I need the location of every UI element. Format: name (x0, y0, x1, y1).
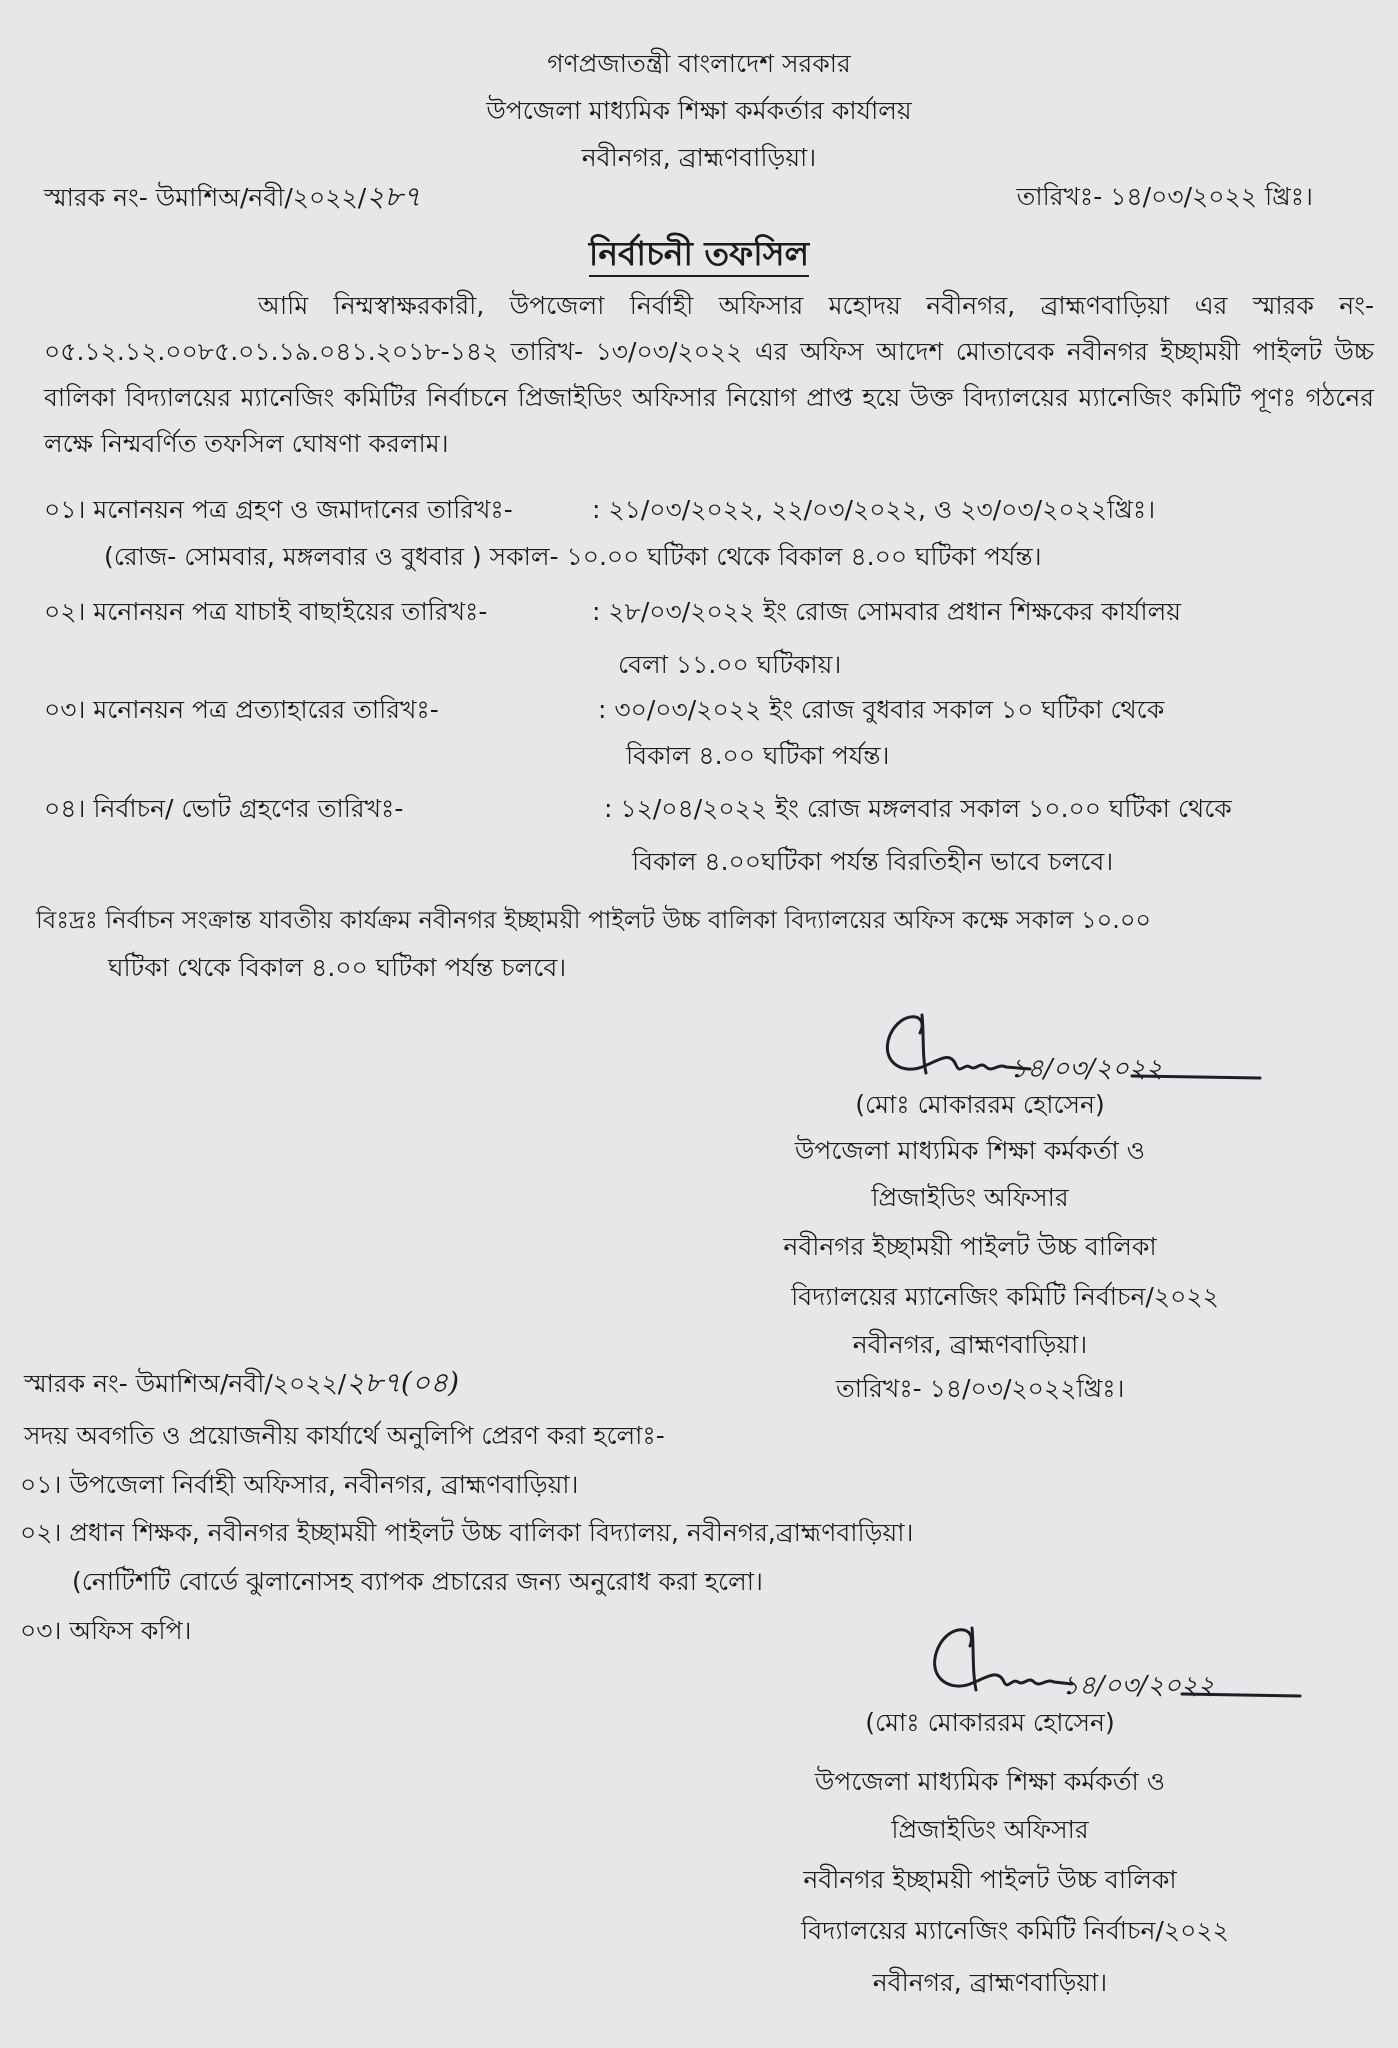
signature-1-designation-3: নবীনগর ইচ্ছাময়ী পাইলট উচ্চ বালিকা (783, 1232, 1157, 1261)
signature-2-date: ১৪/০৩/২০২২ (1062, 1671, 1215, 1701)
location-header-line: নবীনগর, ব্রাহ্মণবাড়িয়া। (581, 143, 817, 172)
signature-2-designation-3: নবীনগর ইচ্ছাময়ী পাইলট উচ্চ বালিকা (803, 1865, 1177, 1894)
signature-2-designation-5: নবীনগর, ব্রাহ্মণবাড়িয়া। (872, 1968, 1108, 1997)
signature-1-designation-2: প্রিজাইডিং অফিসার (871, 1183, 1069, 1212)
memo-number-label: স্মারক নং- উমাশিঅ/নবী/২০২২/ (44, 183, 367, 212)
intro-paragraph: আমি নিম্মস্বাক্ষরকারী, উপজেলা নির্বাহী অফিসার মহোদয় নবীনগর, ব্রাহ্মণবাড়িয়া এর স্মারক নং- ০৫.১২.১২.০০৮৫.০১.১৯.০৪১.২০১৮-১৪২ তারিখ- ১৩/০৩/২০২২ এর অফিস আদেশ মোতাবেক নবীনগর ইচ্ছাময়ী পাইলট উচ্চ বালিকা বিদ্যালয়ের ম্যানেজিং কমিটির নির্বাচনে প্রিজাইডিং অফিসার নিয়োগ প্রাপ্ত হয়ে উক্ত বিদ্যালয়ের ম্যানেজিং কমিটি পূণঃ গঠনের লক্ষে নিম্মবর্ণিত তফসিল ঘোষণা করলাম। (44, 291, 1374, 458)
signature-2-designation-2: প্রিজাইডিং অফিসার (891, 1815, 1089, 1844)
copy-memo-number (24, 1366, 459, 1401)
signature-1-designation-5: নবীনগর, ব্রাহ্মণবাড়িয়া। (852, 1330, 1088, 1359)
office-header-line: উপজেলা মাধ্যমিক শিক্ষা কর্মকর্তার কার্যালয় (486, 96, 912, 125)
page-title: নির্বাচনী তফসিল (0, 228, 1398, 284)
note-line-1: বিঃদ্রঃ নির্বাচন সংক্রান্ত যাবতীয় কার্যক্রম নবীনগর ইচ্ছাময়ী পাইলট উচ্চ বালিকা বিদ্যালয়ের অফিস কক্ষে সকাল ১০.০০ (36, 906, 1152, 934)
schedule-item-2-value2: বেলা ১১.০০ ঘটিকায়। (618, 650, 842, 679)
signature-2-designation-1: উপজেলা মাধ্যমিক শিক্ষা কর্মকর্তা ও (814, 1767, 1166, 1796)
signature-1-underline (1130, 1060, 1270, 1090)
schedule-item-3-label: ০৩। মনোনয়ন পত্র প্রত্যাহারের তারিখঃ- (44, 695, 439, 724)
schedule-item-1-note: (রোজ- সোমবার, মঙ্গলবার ও বুধবার ) সকাল- ১০.০০ ঘটিকা থেকে বিকাল ৪.০০ ঘটিকা পর্যন্ত। (104, 542, 1042, 571)
schedule-item-4-value: : ১২/০৪/২০২২ ইং রোজ মঙ্গলবার সকাল ১০.০০ ঘটিকা থেকে (604, 794, 1232, 823)
copy-memo-intro: সদয় অবগতি ও প্রয়োজনীয় কার্যার্থে অনুলিপি প্রেরণ করা হলোঃ- (24, 1421, 665, 1450)
copy-item-2: ০২। প্রধান শিক্ষক, নবীনগর ইচ্ছাময়ী পাইলট উচ্চ বালিকা বিদ্যালয়, নবীনগর,ব্রাহ্মণবাড়িয়া। (20, 1518, 914, 1547)
schedule-item-3-value2: বিকাল ৪.০০ ঘটিকা পর্যন্ত। (626, 741, 890, 770)
schedule-item-3-value: : ৩০/০৩/২০২২ ইং রোজ বুধবার সকাল ১০ ঘটিকা থেকে (598, 695, 1165, 724)
copy-item-3: ০৩। অফিস কপি। (20, 1616, 192, 1645)
schedule-item-1-value: : ২১/০৩/২০২২, ২২/০৩/২০২২, ও ২৩/০৩/২০২২খ্রিঃ। (592, 495, 1156, 524)
signature-1-name: (মোঃ মোকাররম হোসেন) (855, 1090, 1105, 1119)
govt-header-line: গণপ্রজাতন্ত্রী বাংলাদেশ সরকার (547, 49, 851, 78)
schedule-item-1-label: ০১। মনোনয়ন পত্র গ্রহণ ও জমাদানের তারিখঃ- (44, 495, 513, 524)
copy-memo-number-handwritten: ২৮৭(০৪) (346, 1366, 460, 1399)
memo-date: তারিখঃ- ১৪/০৩/২০২২ খ্রিঃ। (1016, 182, 1313, 211)
schedule-item-4-label: ০৪। নির্বাচন/ ভোট গ্রহণের তারিখঃ- (44, 794, 404, 823)
copy-memo-number-label: স্মারক নং- উমাশিঅ/নবী/২০২২/ (24, 1369, 347, 1398)
signature-1-date: ১৪/০৩/২০২২ (1010, 1054, 1163, 1084)
memo-number-handwritten: ২৮৭ (366, 180, 421, 213)
copy-item-1: ০১। উপজেলা নির্বাহী অফিসার, নবীনগর, ব্রাহ্মণবাড়িয়া। (20, 1470, 579, 1499)
schedule-item-4-value2: বিকাল ৪.০০ঘটিকা পর্যন্ত বিরতিহীন ভাবে চলবে। (632, 847, 1114, 876)
signature-1-designation-1: উপজেলা মাধ্যমিক শিক্ষা কর্মকর্তা ও (794, 1136, 1146, 1165)
signature-2-name: (মোঃ মোকাররম হোসেন) (865, 1708, 1115, 1737)
signature-2-designation-4: বিদ্যালয়ের ম্যানেজিং কমিটি নির্বাচন/২০২২ (801, 1916, 1229, 1945)
copy-memo-date: তারিখঃ- ১৪/০৩/২০২২খ্রিঃ। (836, 1374, 1125, 1403)
schedule-item-2-value: : ২৮/০৩/২০২২ ইং রোজ সোমবার প্রধান শিক্ষকের কার্যালয় (592, 597, 1181, 626)
note-line-2: ঘটিকা থেকে বিকাল ৪.০০ ঘটিকা পর্যন্ত চলবে। (108, 953, 567, 982)
signature-1-designation-4: বিদ্যালয়ের ম্যানেজিং কমিটি নির্বাচন/২০২২ (791, 1282, 1219, 1311)
schedule-item-2-label: ০২। মনোনয়ন পত্র যাচাই বাছাইয়ের তারিখঃ- (44, 597, 488, 626)
memo-number (44, 180, 421, 215)
copy-item-2-note: (নোটিশটি বোর্ডে ঝুলানোসহ ব্যাপক প্রচারের জন্য অনুরোধ করা হলো। (72, 1567, 763, 1596)
